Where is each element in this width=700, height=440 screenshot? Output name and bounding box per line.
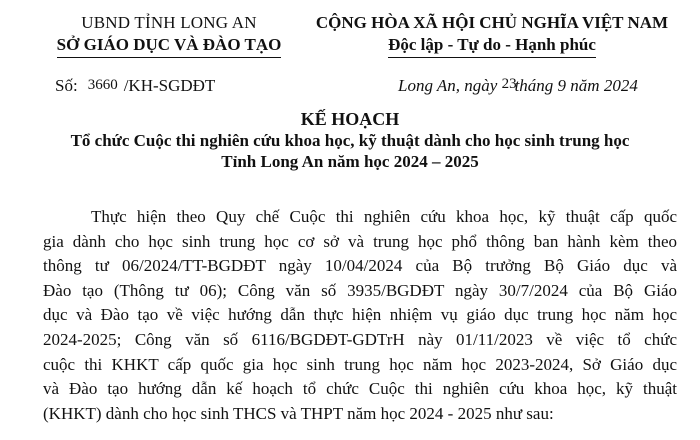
- document-number: [55, 76, 215, 96]
- document-number-value: 3660: [87, 77, 118, 93]
- body-line: (KHKT) dành cho học sinh THCS và THPT năm học 2024 - 2025 như sau:: [43, 403, 554, 423]
- department-name: SỞ GIÁO DỤC VÀ ĐÀO TẠO: [57, 34, 282, 58]
- nation-name: CỘNG HÒA XÃ HỘI CHỦ NGHĨA VIỆT NAM: [315, 13, 669, 32]
- body-line: và Đào tạo hướng dẫn kế hoạch tổ chức Cuộc thi nghiên cứu khoa học, kỹ thuật: [43, 379, 677, 399]
- national-heading-block: [302, 12, 682, 58]
- document-number-suffix: /KH-SGDĐT: [123, 76, 216, 95]
- body-line: Thực hiện theo Quy chế Cuộc thi nghiên cứu khoa học, kỹ thuật cấp quốc: [91, 207, 677, 226]
- body-line: thông tư 06/2024/TT-BGDĐT ngày 10/04/2024 của Bộ trưởng Bộ Giáo dục và: [43, 256, 677, 276]
- title-line-2: Tỉnh Long An năm học 2024 – 2025: [221, 152, 479, 171]
- date-suffix: tháng 9 năm 2024: [514, 76, 638, 95]
- body-line: gia dành cho học sinh trung học cơ sở và trung học phổ thông ban hành kèm theo: [43, 231, 677, 251]
- document-title: [0, 108, 700, 172]
- body-paragraph: [43, 205, 677, 426]
- body-line: Đào tạo (Thông tư 06); Công văn số 3935/BGDĐT ngày 30/7/2024 của Bộ Giáo: [43, 280, 677, 300]
- document-number-prefix: Số:: [55, 76, 78, 95]
- body-line: 2024-2025; Công văn số 6116/BGDĐT-GDTrH này 01/11/2023 về việc tổ chức: [43, 329, 677, 349]
- national-motto: Độc lập - Tự do - Hạnh phúc: [388, 34, 596, 58]
- document-type: KẾ HOẠCH: [300, 109, 400, 129]
- date-prefix: Long An, ngày: [398, 76, 502, 95]
- body-line: dục và Đào tạo về việc hướng dẫn thực hiện nhiệm vụ giáo dục trung học năm học: [43, 305, 677, 325]
- date-day: 23: [501, 76, 517, 92]
- agency-name: UBND TỈNH LONG AN: [81, 13, 257, 32]
- place-and-date: [398, 76, 638, 96]
- issuing-authority-block: [38, 12, 300, 58]
- title-line-1: Tổ chức Cuộc thi nghiên cứu khoa học, kỹ thuật dành cho học sinh trung học: [70, 131, 630, 150]
- body-line: cuộc thi KHKT cấp quốc gia học sinh trung học năm học 2023-2024, Sở Giáo dục: [43, 354, 677, 374]
